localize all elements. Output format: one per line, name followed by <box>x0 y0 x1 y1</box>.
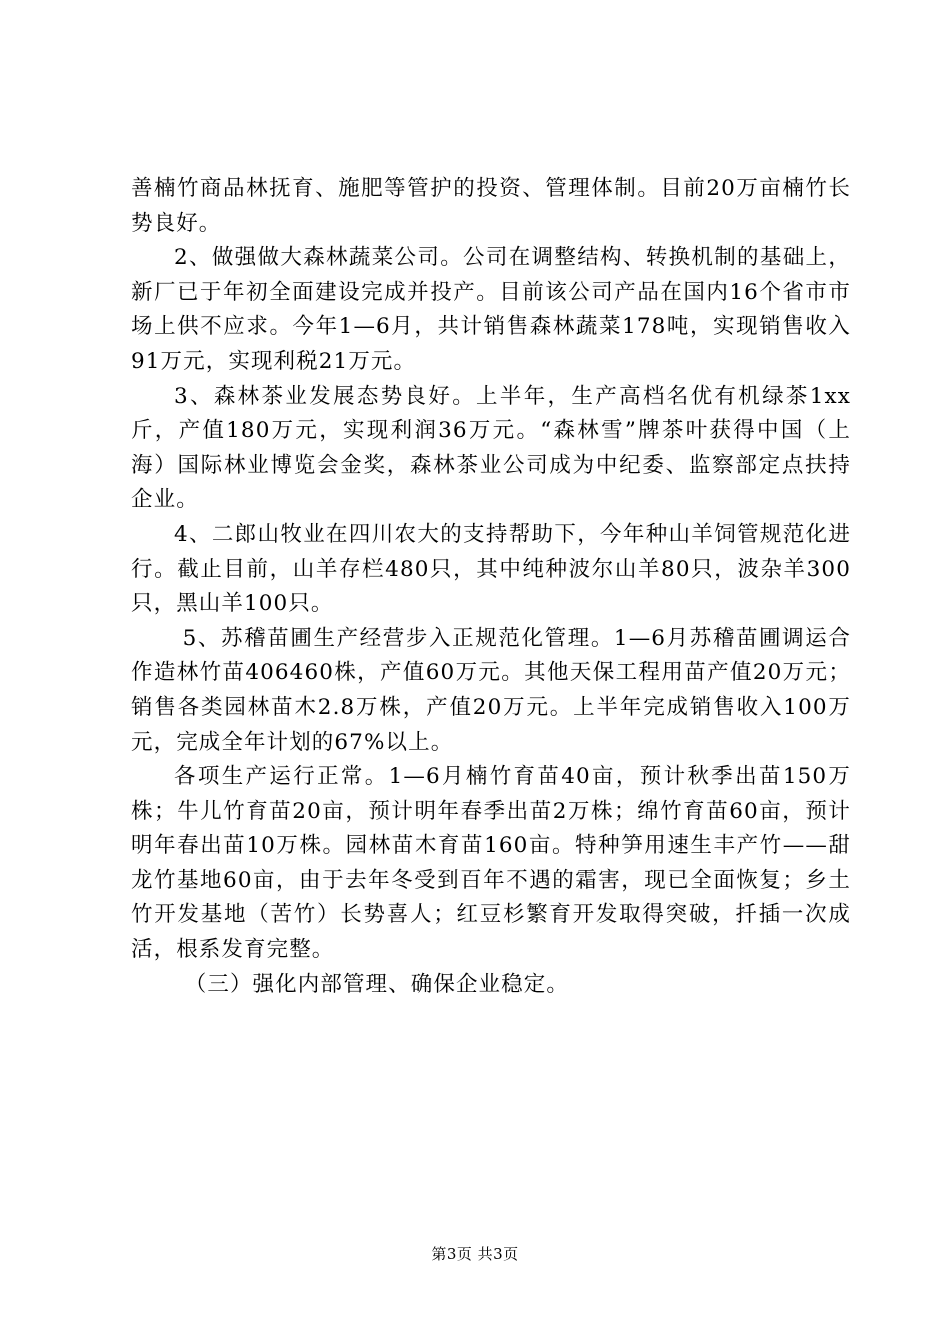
paragraph-forest-tea: 3、森林茶业发展态势良好。上半年，生产高档名优有机绿茶1xx斤，产值180万元，实现利润36万元。“森林雪”牌茶叶获得中国（上海）国际林业博览会金奖，森林茶业公司成为中纪委、监察部定点扶持企业。 <box>131 383 851 513</box>
paragraph-continuation: 善楠竹商品林抚育、施肥等管护的投资、管理体制。目前20万亩楠竹长势良好。 <box>131 176 851 236</box>
section-heading-internal-management: （三）强化内部管理、确保企业稳定。 <box>184 971 569 997</box>
paragraph-forest-vegetables: 2、做强做大森林蔬菜公司。公司在调整结构、转换机制的基础上，新厂已于年初全面建设完成并投产。目前该公司产品在国内16个省市市场上供不应求。今年1—6月，共计销售森林蔬菜178吨，实现销售收入91万元，实现利税21万元。 <box>131 245 851 374</box>
paragraph-production-operations: 各项生产运行正常。1—6月楠竹育苗40亩，预计秋季出苗150万株；牛儿竹育苗20亩，预计明年春季出苗2万株；绵竹育苗60亩，预计明年春出苗10万株。园林苗木育苗160亩。特种笋用速生丰产竹——甜龙竹基地60亩，由于去年冬受到百年不遇的霜害，现已全面恢复；乡土竹开发基地（苦竹）长势喜人；红豆杉繁育开发取得突破，扦插一次成活，根系发育完整。 <box>131 764 851 963</box>
document-body <box>131 172 851 1002</box>
paragraph-suji-nursery: 5、苏稽苗圃生产经营步入正规范化管理。1—6月苏稽苗圃调运合作造林竹苗406460株，产值60万元。其他天保工程用苗产值20万元；销售各类园林苗木2.8万株，产值20万元。上半年完成销售收入100万元，完成全年计划的67%以上。 <box>131 625 851 755</box>
page-number: 第3页 共3页 <box>431 1245 519 1263</box>
page-footer <box>0 1243 950 1264</box>
paragraph-erlangshan-livestock: 4、二郎山牧业在四川农大的支持帮助下，今年种山羊饲管规范化进行。截止目前，山羊存栏480只，其中纯种波尔山羊80只，波杂羊300只，黑山羊100只。 <box>131 521 851 617</box>
